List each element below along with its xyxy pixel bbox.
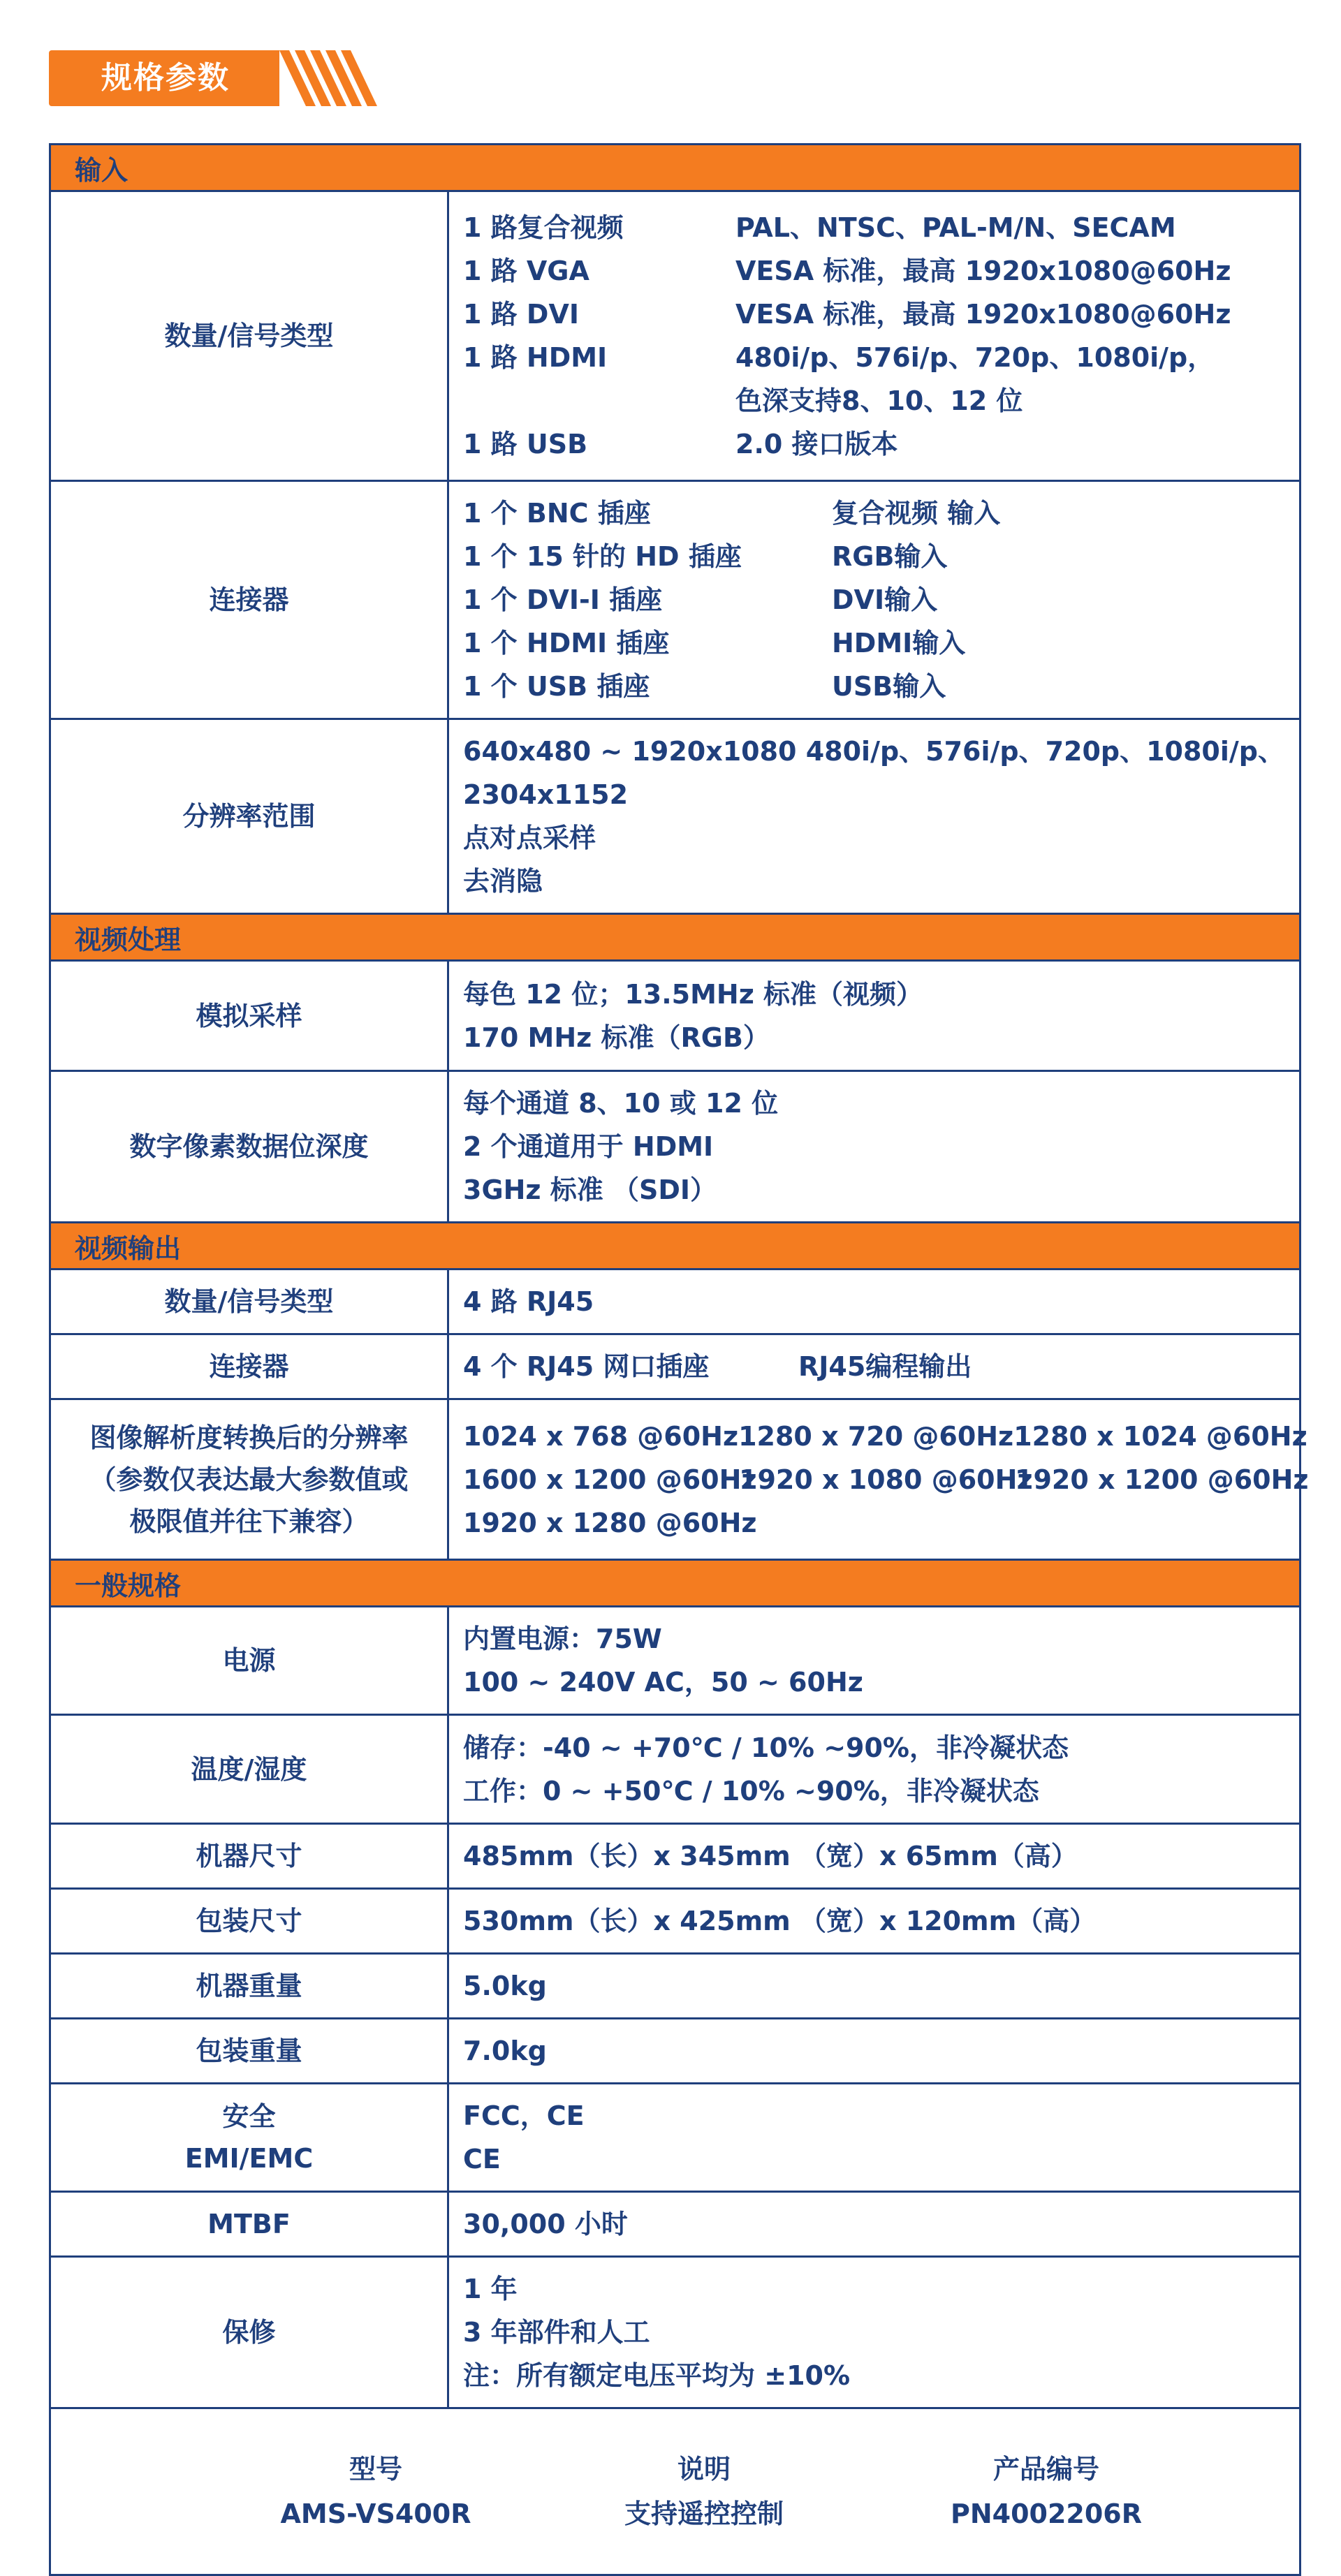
spec-row (50, 1824, 1300, 1889)
spec-row (50, 2257, 1300, 2408)
value-detail: DVI输入 (832, 584, 938, 615)
value-line (463, 206, 1285, 249)
spec-row (50, 1334, 1300, 1399)
spec-value (448, 2192, 1300, 2257)
value-line: 每个通道 8、10 或 12 位 (463, 1088, 779, 1119)
value-item: 1 个 15 针的 HD 插座 (463, 541, 742, 572)
value-line (463, 1458, 1309, 1501)
value-item: 4 个 RJ45 网口插座 (463, 1351, 710, 1382)
value-line: 去消隐 (463, 866, 543, 897)
footer-heading: 型号 (349, 2454, 402, 2485)
spec-label (50, 191, 448, 481)
spec-table (49, 143, 1309, 2576)
footer-heading: 说明 (677, 2454, 731, 2485)
value-line: 点对点采样 (463, 823, 596, 853)
label-line: 模拟采样 (196, 1000, 302, 1031)
label-line: 机器尺寸 (196, 1841, 302, 1871)
footer-row (50, 2408, 1300, 2575)
spec-row (50, 1607, 1300, 1715)
value-line (463, 1345, 1285, 1388)
spec-label (50, 1715, 448, 1824)
page-title: 规格参数 (101, 60, 230, 96)
value-line: CE (463, 2144, 501, 2174)
spec-label (50, 2257, 448, 2408)
value-line (463, 379, 1285, 422)
footer-heading: 产品编号 (992, 2454, 1099, 2485)
spec-label (50, 1334, 448, 1399)
label-line: EMI/EMC (184, 2143, 314, 2174)
label-line: 数量/信号类型 (164, 1286, 334, 1317)
spec-label (50, 1607, 448, 1715)
spec-label (50, 481, 448, 719)
spec-row (50, 2084, 1300, 2192)
spec-row (50, 1889, 1300, 1954)
value-item: 1 路 DVI (463, 299, 579, 330)
value-detail: VESA 标准，最高 1920x1080@60Hz (735, 256, 1231, 286)
value-line: 注：所有额定电压平均为 ±10% (463, 2360, 851, 2391)
value-cell: 1920 x 1200 @60Hz (1015, 1464, 1309, 1495)
value-line (463, 535, 1285, 578)
value-line: 工作：0 ~ +50℃ / 10% ~90%，非冷凝状态 (463, 1775, 1039, 1806)
label-line: 包装重量 (196, 2036, 302, 2066)
spec-row (50, 2019, 1300, 2084)
spec-label (50, 1824, 448, 1889)
value-item: 1 个 USB 插座 (463, 671, 650, 702)
value-detail: 2.0 接口版本 (735, 429, 898, 459)
value-line: 储存：-40 ~ +70℃ / 10% ~90%，非冷凝状态 (463, 1732, 1069, 1763)
value-line: 640x480 ~ 1920x1080 480i/p、576i/p、720p、1080i/p、 (463, 736, 1284, 767)
value-line (463, 336, 1285, 379)
spec-label (50, 961, 448, 1071)
spec-value (448, 2019, 1300, 2084)
value-item: 1 路 HDMI (463, 342, 608, 373)
footer-cell (50, 2408, 1300, 2575)
label-line: 连接器 (209, 584, 289, 615)
value-detail: RJ45编程输出 (798, 1351, 972, 1382)
spec-value (448, 1607, 1300, 1715)
spec-value (448, 1889, 1300, 1954)
section-title: 一般规格 (50, 1560, 1300, 1607)
label-line: MTBF (207, 2209, 291, 2239)
spec-label (50, 719, 448, 914)
spec-value (448, 481, 1300, 719)
value-line: 3 年部件和人工 (463, 2317, 650, 2348)
value-item: 1 个 DVI-I 插座 (463, 584, 663, 615)
label-line: 温度/湿度 (191, 1753, 307, 1785)
label-line: 保修 (222, 2317, 276, 2348)
footer-column (526, 2447, 882, 2536)
spec-label (50, 2084, 448, 2192)
value-line (463, 293, 1285, 336)
spec-row (50, 1399, 1300, 1560)
label-line: 分辨率范围 (182, 801, 316, 832)
value-line: 内置电源：75W (463, 1624, 662, 1654)
value-line: 100 ~ 240V AC，50 ~ 60Hz (463, 1667, 863, 1698)
label-line: 安全 (222, 2101, 276, 2132)
spec-label (50, 1269, 448, 1334)
spec-row (50, 1269, 1300, 1334)
value-line: 2304x1152 (463, 779, 629, 810)
value-line (463, 422, 1285, 466)
section-header (49, 50, 384, 106)
value-detail: PAL、NTSC、PAL-M/N、SECAM (735, 212, 1176, 243)
spec-label (50, 1954, 448, 2019)
section-title: 视频处理 (50, 914, 1300, 961)
footer-column (882, 2447, 1210, 2536)
value-line: 1 年 (463, 2274, 518, 2304)
value-line: 1920 x 1280 @60Hz (463, 1507, 757, 1538)
value-line: 5.0kg (463, 1971, 547, 2001)
value-detail: RGB输入 (832, 541, 948, 572)
value-cell: 1024 x 768 @60Hz (463, 1420, 739, 1452)
value-line: 170 MHz 标准（RGB） (463, 1022, 770, 1053)
section-title: 视频输出 (50, 1223, 1300, 1269)
value-line (463, 665, 1285, 708)
value-line: 7.0kg (463, 2036, 547, 2066)
value-line (463, 621, 1285, 665)
footer-value: AMS-VS400R (280, 2498, 471, 2529)
value-line (463, 578, 1285, 621)
label-line: （参数仅表达最大参数值或 (89, 1464, 409, 1495)
value-line: 4 路 RJ45 (463, 1286, 594, 1317)
section-row (50, 1223, 1300, 1269)
spec-value (448, 1334, 1300, 1399)
spec-value (448, 2084, 1300, 2192)
spec-row (50, 481, 1300, 719)
spec-value (448, 1269, 1300, 1334)
value-item: 1 个 BNC 插座 (463, 498, 651, 529)
value-item: 1 路 USB (463, 429, 588, 459)
spec-row (50, 1954, 1300, 2019)
label-line: 连接器 (209, 1351, 289, 1382)
spec-value (448, 191, 1300, 481)
spec-row (50, 2192, 1300, 2257)
value-cell: 1600 x 1200 @60Hz (463, 1464, 757, 1495)
value-detail: 480i/p、576i/p、720p、1080i/p， (735, 342, 1215, 373)
label-line: 包装尺寸 (196, 1906, 302, 1936)
section-row (50, 1560, 1300, 1607)
spec-value (448, 1954, 1300, 2019)
footer-grid (51, 2447, 1299, 2536)
value-line (463, 492, 1285, 535)
spec-value (448, 961, 1300, 1071)
footer-value: 支持遥控控制 (624, 2498, 784, 2529)
footer-value: PN4002206R (951, 2498, 1142, 2529)
spec-row (50, 1715, 1300, 1824)
label-line: 机器重量 (196, 1971, 302, 2001)
spec-label (50, 2192, 448, 2257)
value-detail: VESA 标准，最高 1920x1080@60Hz (735, 299, 1231, 330)
spec-label (50, 1889, 448, 1954)
spec-value (448, 1715, 1300, 1824)
value-line: 2 个通道用于 HDMI (463, 1131, 714, 1162)
value-detail: 色深支持8、10、12 位 (735, 385, 1023, 416)
value-item: 1 路 VGA (463, 256, 589, 286)
spec-value (448, 1071, 1300, 1223)
value-line (463, 249, 1285, 293)
value-detail: HDMI输入 (832, 628, 966, 658)
label-line: 数字像素数据位深度 (129, 1131, 369, 1162)
section-row (50, 914, 1300, 961)
value-line: 485mm（长）x 345mm （宽）x 65mm（高） (463, 1841, 1078, 1871)
value-cell: 1280 x 1024 @60Hz (1013, 1420, 1307, 1452)
value-line: 30,000 小时 (463, 2209, 628, 2239)
spec-value (448, 1399, 1309, 1560)
label-line: 电源 (222, 1645, 276, 1676)
value-cell: 1920 x 1080 @60Hz (739, 1464, 1033, 1495)
section-title: 输入 (50, 145, 1300, 191)
spec-label (50, 1399, 448, 1560)
label-line: 数量/信号类型 (164, 321, 334, 351)
spec-label (50, 2019, 448, 2084)
footer-column (226, 2447, 526, 2536)
label-line: 极限值并往下兼容） (129, 1506, 369, 1537)
label-line: 图像解析度转换后的分辨率 (89, 1422, 409, 1453)
spec-row (50, 719, 1300, 914)
value-line: 每色 12 位；13.5MHz 标准（视频） (463, 978, 923, 1010)
spec-label (50, 1071, 448, 1223)
value-line: 530mm（长）x 425mm （宽）x 120mm（高） (463, 1906, 1097, 1936)
value-line (463, 1415, 1307, 1458)
value-detail: USB输入 (832, 671, 946, 702)
section-row (50, 145, 1300, 191)
spec-value (448, 1824, 1300, 1889)
value-item: 1 路复合视频 (463, 212, 624, 243)
value-line: 3GHz 标准 （SDI） (463, 1175, 717, 1205)
spec-row (50, 961, 1300, 1071)
value-cell: 1280 x 720 @60Hz (738, 1420, 1014, 1452)
stripes-decoration (279, 50, 377, 106)
spec-value (448, 2257, 1300, 2408)
spec-row (50, 191, 1300, 481)
value-detail: 复合视频 输入 (832, 498, 1001, 529)
value-item: 1 个 HDMI 插座 (463, 628, 670, 658)
value-line: FCC，CE (463, 2100, 585, 2131)
spec-row (50, 1071, 1300, 1223)
spec-value (448, 719, 1300, 914)
